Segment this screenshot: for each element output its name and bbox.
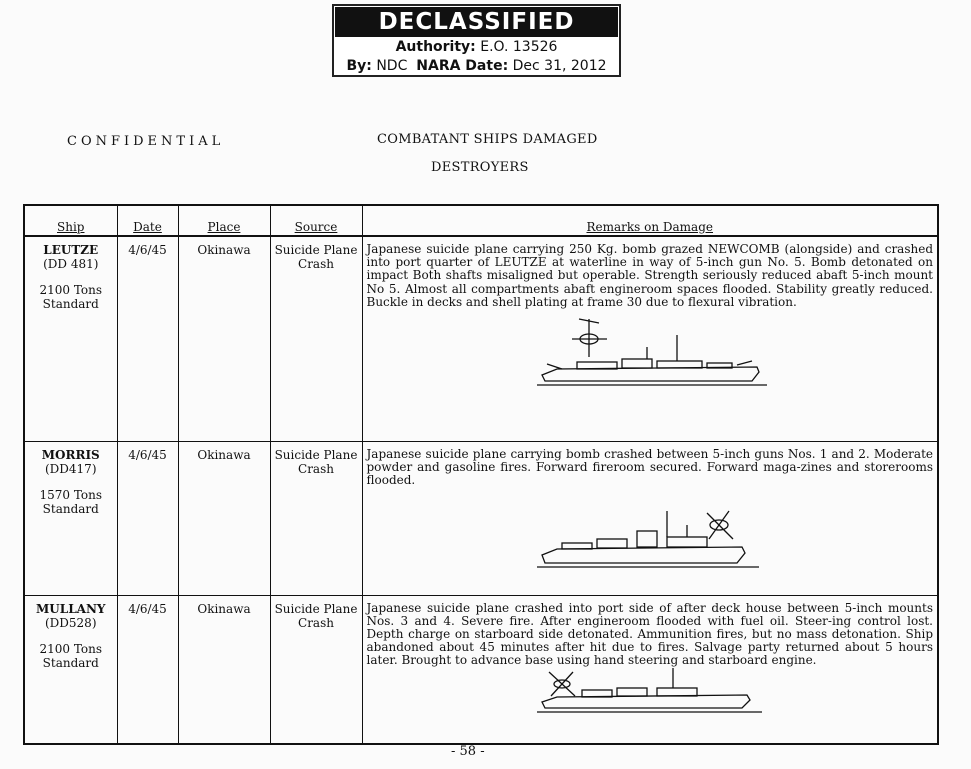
- hull-number: (DD417): [44, 461, 97, 476]
- remarks-text: Japanese suicide plane carrying 250 Kg. bomb grazed NEWCOMB (alongside) and crashed into port quarter of LEUTZE at waterline in way of 5-inch gun No. 5. Bomb detonated on impact Both shafts misaligned but operable. Strength seriously reduced abaft 5-inch mount No 5. Almost all compartments abaft engineroom spaces flooded. Stability greatly reduced. Buckle in decks and shell plating at frame 30 due to flexural vibration.: [366, 242, 933, 309]
- ship-cell: [24, 236, 117, 441]
- declassified-stamp: [332, 4, 621, 77]
- ship-tonnage: 2100 Tons: [39, 641, 103, 656]
- remarks-cell: [362, 595, 938, 744]
- damage-table: [23, 204, 939, 745]
- remarks-text: Japanese suicide plane carrying bomb crashed between 5-inch guns Nos. 1 and 2. Moderate powder and gasoline fires. Forward fireroom secured. Forward maga-zines and storerooms flooded.: [366, 446, 933, 487]
- column-header-remarks: Remarks on Damage: [362, 205, 938, 236]
- column-header-date: Date: [117, 205, 178, 236]
- ship-cell: [24, 441, 117, 595]
- place-cell: Okinawa: [178, 595, 270, 744]
- tonnage-type: Standard: [42, 297, 99, 311]
- remarks-cell: [362, 441, 938, 595]
- remarks-cell: [362, 236, 938, 441]
- table-row: [24, 236, 938, 441]
- table-row: [24, 595, 938, 744]
- tonnage-type: Standard: [42, 501, 99, 516]
- date-cell: 4/6/45: [117, 236, 178, 441]
- ship-damage-sketch: [367, 509, 927, 579]
- ship-name: MULLANY: [36, 601, 106, 616]
- stamp-authority: Authority: E.O. 13526: [395, 39, 558, 55]
- classification-label: CONFIDENTIAL: [67, 134, 225, 149]
- tonnage-type: Standard: [42, 655, 99, 670]
- hull-number: (DD 481): [43, 257, 99, 271]
- table-header-row: [24, 205, 938, 236]
- date-cell: 4/6/45: [117, 441, 178, 595]
- source-cell: Suicide Plane Crash: [270, 236, 362, 441]
- ship-cell: [24, 595, 117, 744]
- ship-damage-sketch: [367, 317, 927, 397]
- hull-number: (DD528): [44, 615, 97, 630]
- place-cell: Okinawa: [178, 236, 270, 441]
- column-header-source: Source: [270, 205, 362, 236]
- ship-name: LEUTZE: [43, 243, 99, 257]
- date-cell: 4/6/45: [117, 595, 178, 744]
- remarks-text: Japanese suicide plane crashed into port side of after deck house between 5-inch mounts Nos. 3 and 4. Severe fire. After engineroom flooded with fuel oil. Steer-ing control lost. Depth charge on starboard side detonated. Ammunition fires, but no mass detonation. Ship abandoned about 45 minutes after hit due to fires. Salvage party returned about 5 hours later. Brought to advance base using hand steering and starboard engine.: [366, 600, 933, 668]
- stamp-by-date: By: NDC NARA Date: Dec 31, 2012: [346, 58, 607, 74]
- column-header-ship: Ship: [24, 205, 117, 236]
- ship-tonnage: 2100 Tons: [39, 283, 103, 297]
- source-cell: Suicide Plane Crash: [270, 595, 362, 744]
- table-row: [24, 441, 938, 595]
- ship-name: MORRIS: [41, 447, 100, 462]
- page-number: - 58 -: [451, 744, 485, 759]
- place-cell: Okinawa: [178, 441, 270, 595]
- column-header-place: Place: [178, 205, 270, 236]
- source-cell: Suicide Plane Crash: [270, 441, 362, 595]
- page-subtitle: DESTROYERS: [431, 160, 529, 175]
- ship-damage-sketch: [367, 668, 927, 718]
- stamp-title: DECLASSIFIED: [335, 7, 618, 37]
- page-title: COMBATANT SHIPS DAMAGED: [377, 132, 598, 147]
- ship-tonnage: 1570 Tons: [39, 487, 103, 502]
